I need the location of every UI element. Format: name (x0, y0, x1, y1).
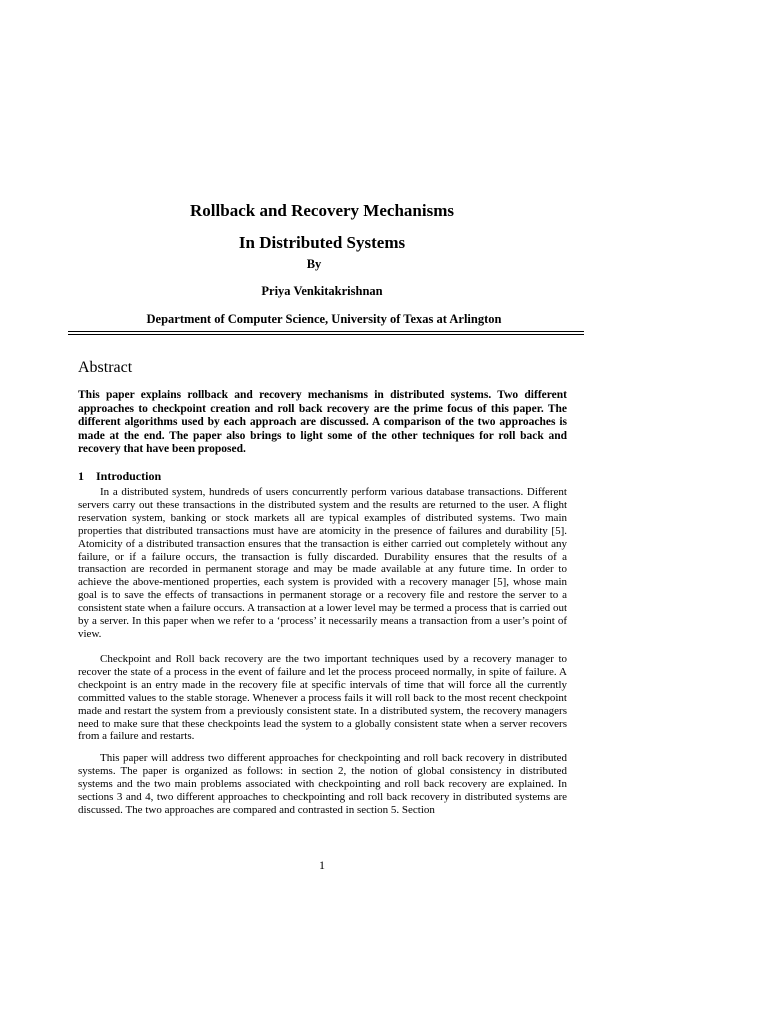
author-affiliation: Department of Computer Science, University of Texas at Arlington (146, 312, 502, 326)
by-line: By (306, 257, 322, 271)
header-divider-bottom (68, 334, 584, 335)
section-number: 1 (78, 469, 84, 483)
section-title: Introduction (96, 469, 162, 483)
abstract-text: This paper explains rollback and recovery mechanisms in distributed systems. Two different approaches to checkpoint creation and roll back recovery are the prime focus of this paper. The different algorithms used by each approach are discussed. A comparison of the two approaches is made at the end. The paper also brings to light some of the other techniques for roll back and recovery that have been proposed. (78, 389, 567, 456)
abstract-heading: Abstract (78, 359, 133, 376)
body-paragraph-3: This paper will address two different approaches for checkpointing and roll back recovery in distributed systems. The paper is organized as follows: in section 2, the notion of global consistency in distributed systems and the two main problems associated with checkpointing and roll back recovery are explained. In sections 3 and 4, two different approaches to checkpointing and roll back recovery in distributed systems are discussed. The two approaches are compared and contrasted in section 5. Section (78, 752, 567, 816)
page-number: 1 (319, 858, 325, 872)
author-name: Priya Venkitakrishnan (261, 284, 383, 298)
body-paragraph-2: Checkpoint and Roll back recovery are the two important techniques used by a recovery manager to recover the state of a process in the event of failure and let the process proceed normally, in spite of failure. A checkpoint is an entry made in the recovery file at specific intervals of time that will force all the currently committed values to the stable storage. Whenever a process fails it will roll back to the most recent checkpoint made and restart the system from a previously consistent state. In a distributed system, the recovery managers need to make sure that these checkpoints lead the system to a globally consistent state when a server recovers from a failure and restarts. (78, 653, 567, 743)
paper-title-line-1: Rollback and Recovery Mechanisms (190, 201, 454, 220)
header-divider-top (68, 331, 584, 332)
paper-title-line-2: In Distributed Systems (238, 233, 406, 252)
section-heading-introduction (78, 469, 161, 484)
body-paragraph-1: In a distributed system, hundreds of users concurrently perform various database transactions. Different servers carry out these transactions in the distributed system and the results are returned to the user. A flight reservation system, banking or stock markets all are typical examples of distributed systems. Two main properties that distributed transactions must have are atomicity in the presence of failures and durability [5]. Atomicity of a distributed transaction ensures that the transaction is either carried out completely without any failure, or if a failure occurs, the transaction is fully discarded. Durability ensures that the results of a transaction are recorded in permanent storage and may be made available at any future time. In order to achieve the above-mentioned properties, each system is provided with a recovery manager [5], whose main goal is to save the effects of transactions in permanent storage or a recovery file and restore the server to a consistent state when a failure occurs. A transaction at a lower level may be termed a process that is carried out by a server. In this paper when we refer to a ‘process’ it necessarily means a transaction from a user’s point of view. (78, 486, 567, 640)
